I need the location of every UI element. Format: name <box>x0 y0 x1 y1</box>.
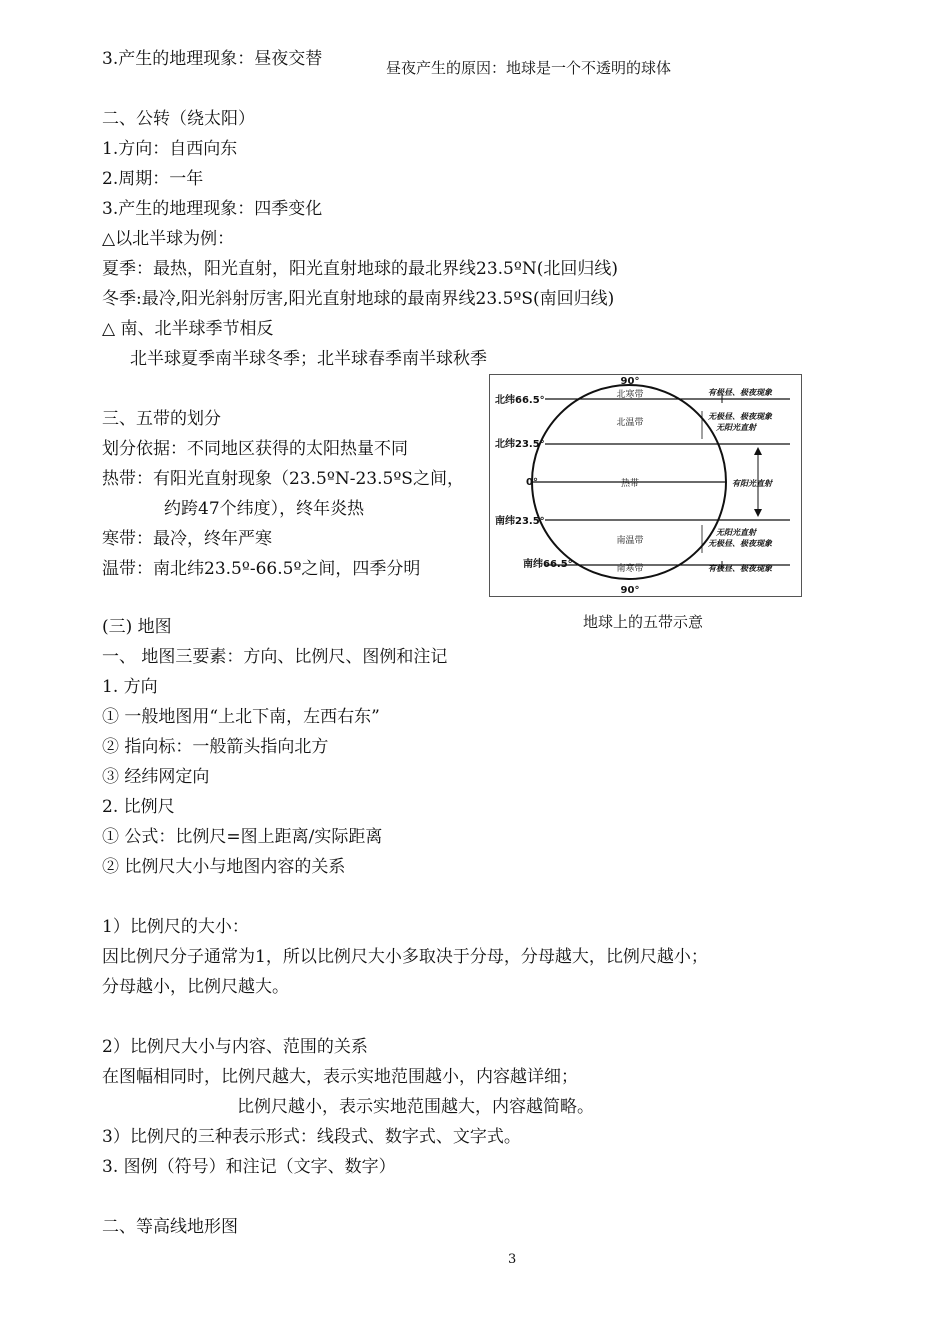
text-line: 昼夜产生的原因：地球是一个不透明的球体 <box>386 59 672 77</box>
text-line: ① 一般地图用“上北下南，左西右东” <box>102 707 380 727</box>
text-line: 划分依据：不同地区获得的太阳热量不同 <box>102 439 408 459</box>
label-equator: 0° <box>526 477 538 488</box>
note-polar-north: 有极昼、极夜现象 <box>708 388 772 397</box>
text-line: 约跨47个纬度），终年炎热 <box>164 499 365 519</box>
note-temperate-north-1: 无极昼、极夜现象 <box>708 412 772 421</box>
arrow-head-up <box>754 447 762 455</box>
text-line: △以北半球为例： <box>102 229 235 249</box>
section-heading: 三、五带的划分 <box>102 409 221 429</box>
label-n23: 北纬23.5° <box>495 439 545 450</box>
zone-north-temperate: 北温带 <box>616 418 644 428</box>
label-n66: 北纬66.5° <box>495 395 545 406</box>
text-line: 冬季:最冷,阳光斜射厉害,阳光直射地球的最南界线23.5ºS(南回归线) <box>102 289 615 309</box>
text-line: 温带：南北纬23.5º-66.5º之间，四季分明 <box>102 559 421 579</box>
text-line: 热带：有阳光直射现象（23.5ºN-23.5ºS之间， <box>102 469 464 489</box>
text-line: ① 公式：比例尺=图上距离/实际距离 <box>102 827 383 847</box>
text-line: △ 南、北半球季节相反 <box>102 319 274 339</box>
section-heading: 二、公转（绕太阳） <box>102 109 255 129</box>
text-line: 3）比例尺的三种表示形式：线段式、数字式、文字式。 <box>102 1127 521 1147</box>
text-line: 夏季：最热，阳光直射，阳光直射地球的最北界线23.5ºN(北回归线) <box>102 259 618 279</box>
text-line: 3.产生的地理现象：四季变化 <box>102 199 323 219</box>
text-line: 寒带：最冷，终年严寒 <box>102 529 272 549</box>
text-line: 在图幅相同时，比例尺越大，表示实地范围越小，内容越详细； <box>102 1067 578 1087</box>
text-line: ② 指向标：一般箭头指向北方 <box>102 737 329 757</box>
label-s23: 南纬23.5° <box>495 516 545 527</box>
text-line: 2.周期：一年 <box>102 169 204 189</box>
zone-south-temperate: 南温带 <box>616 536 644 546</box>
text-line: 北半球夏季南半球冬季；北半球春季南半球秋季 <box>130 349 487 369</box>
text-line: 3.产生的地理现象：昼夜交替 <box>102 49 323 69</box>
text-line: 3. 图例（符号）和注记（文字、数字） <box>102 1157 396 1177</box>
page-number: 3 <box>508 1252 517 1267</box>
zone-south-frigid: 南寒带 <box>616 564 644 574</box>
note-temperate-south-1: 无阳光直射 <box>716 528 756 537</box>
text-line: 1. 方向 <box>102 677 158 697</box>
label-s66: 南纬66.5° <box>523 559 573 570</box>
zone-tropic: 热带 <box>620 479 640 489</box>
label-bottom-90: 90° <box>620 585 640 596</box>
text-line: 1.方向：自西向东 <box>102 139 238 159</box>
section-heading: 二、等高线地形图 <box>102 1217 238 1237</box>
five-zones-figure <box>489 374 802 597</box>
label-top-90: 90° <box>620 376 640 387</box>
text-line: 比例尺越小，表示实地范围越大，内容越简略。 <box>237 1097 594 1117</box>
note-temperate-south-2: 无极昼、极夜现象 <box>708 539 772 548</box>
text-line: 因比例尺分子通常为1，所以比例尺大小多取决于分母，分母越大，比例尺越小； <box>102 947 708 967</box>
text-line: 2. 比例尺 <box>102 797 175 817</box>
figure-caption: 地球上的五带示意 <box>583 613 704 631</box>
zone-north-frigid: 北寒带 <box>616 390 644 400</box>
arrow-head-down <box>754 509 762 517</box>
text-line: 1）比例尺的大小： <box>102 917 249 937</box>
five-zones-diagram <box>490 375 801 596</box>
text-line: 分母越小，比例尺越大。 <box>102 977 289 997</box>
note-tropic: 有阳光直射 <box>732 479 772 488</box>
text-line: 2）比例尺大小与内容、范围的关系 <box>102 1037 368 1057</box>
text-line: ② 比例尺大小与地图内容的关系 <box>102 857 346 877</box>
text-line: ③ 经纬网定向 <box>102 767 210 787</box>
text-line: 一、 地图三要素：方向、比例尺、图例和注记 <box>102 647 448 667</box>
note-temperate-north-2: 无阳光直射 <box>716 423 756 432</box>
note-polar-south: 有极昼、极夜现象 <box>708 564 772 573</box>
section-heading: (三) 地图 <box>102 617 172 637</box>
